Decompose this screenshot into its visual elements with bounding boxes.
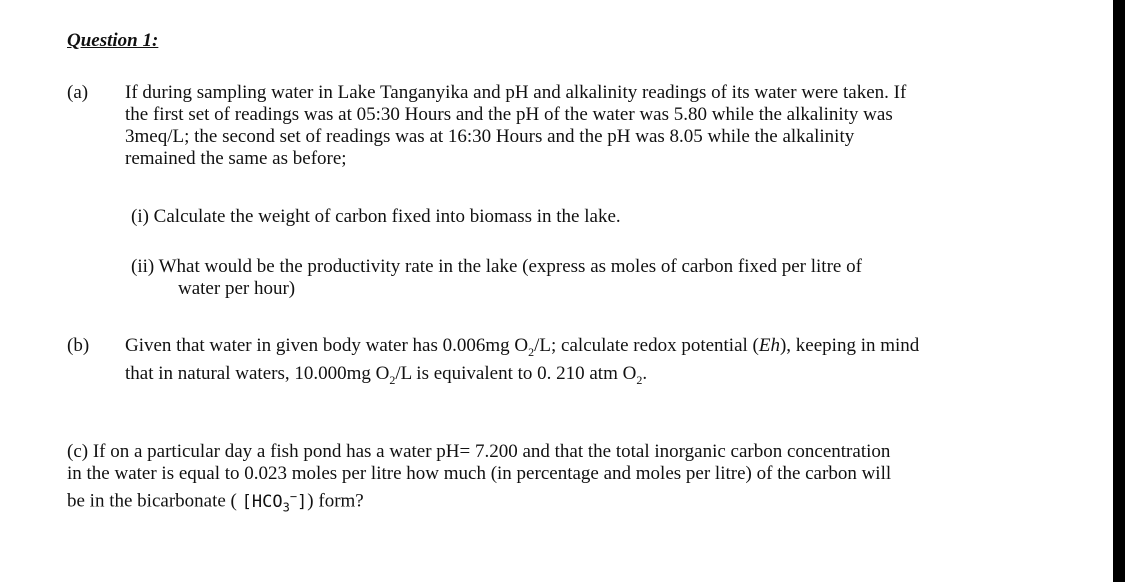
part-b-line-2: that in natural waters, 10.000mg $O_2/L$ is equivalent to 0. 210 atm $O_2$.: [125, 362, 648, 387]
part-b-line-1: Given that water in given body water has 0.006mg $O_2/L$; calculate redox potential (Eh), keeping in mind: [125, 335, 920, 359]
part-a-label: (a): [67, 82, 89, 103]
part-c-line: in the water is equal to 0.023 moles per litre how much (in percentage and moles per litre) of the carbon will: [67, 463, 892, 484]
part-b-text: [125, 335, 1025, 391]
sub-question-ii-line: (ii) What would be the productivity rate in the lake (express as moles of carbon fixed per litre of: [131, 256, 862, 277]
sub-question-i: (i) Calculate the weight of carbon fixed into biomass in the lake.: [131, 206, 621, 227]
part-b-label: (b): [67, 335, 90, 356]
part-c-text: [67, 441, 1027, 518]
right-edge-bar: [1113, 0, 1125, 582]
part-a-line: the first set of readings was at 05:30 Hours and the pH of the water was 5.80 while the alkalinity was: [125, 104, 893, 125]
part-a-line: 3meq/L; the second set of readings was at 16:30 Hours and the pH was 8.05 while the alkalinity: [125, 126, 855, 147]
part-a-line: remained the same as before;: [125, 148, 347, 169]
part-c-line: (c) If on a particular day a fish pond has a water pH= 7.200 and that the total inorganic carbon concentration: [67, 441, 891, 462]
bicarbonate-formula: $[HCO_3^-]$: [241, 489, 308, 515]
sub-question-ii: [131, 256, 1029, 300]
part-a-text: [125, 82, 1025, 170]
part-c-line: be in the bicarbonate ( $[HCO_3^-]$) form?: [67, 489, 364, 515]
sub-question-ii-line: water per hour): [178, 278, 296, 299]
question-title: Question 1:: [67, 30, 159, 51]
part-a-line: If during sampling water in Lake Tanganyika and pH and alkalinity readings of its water were taken. If: [125, 82, 907, 103]
